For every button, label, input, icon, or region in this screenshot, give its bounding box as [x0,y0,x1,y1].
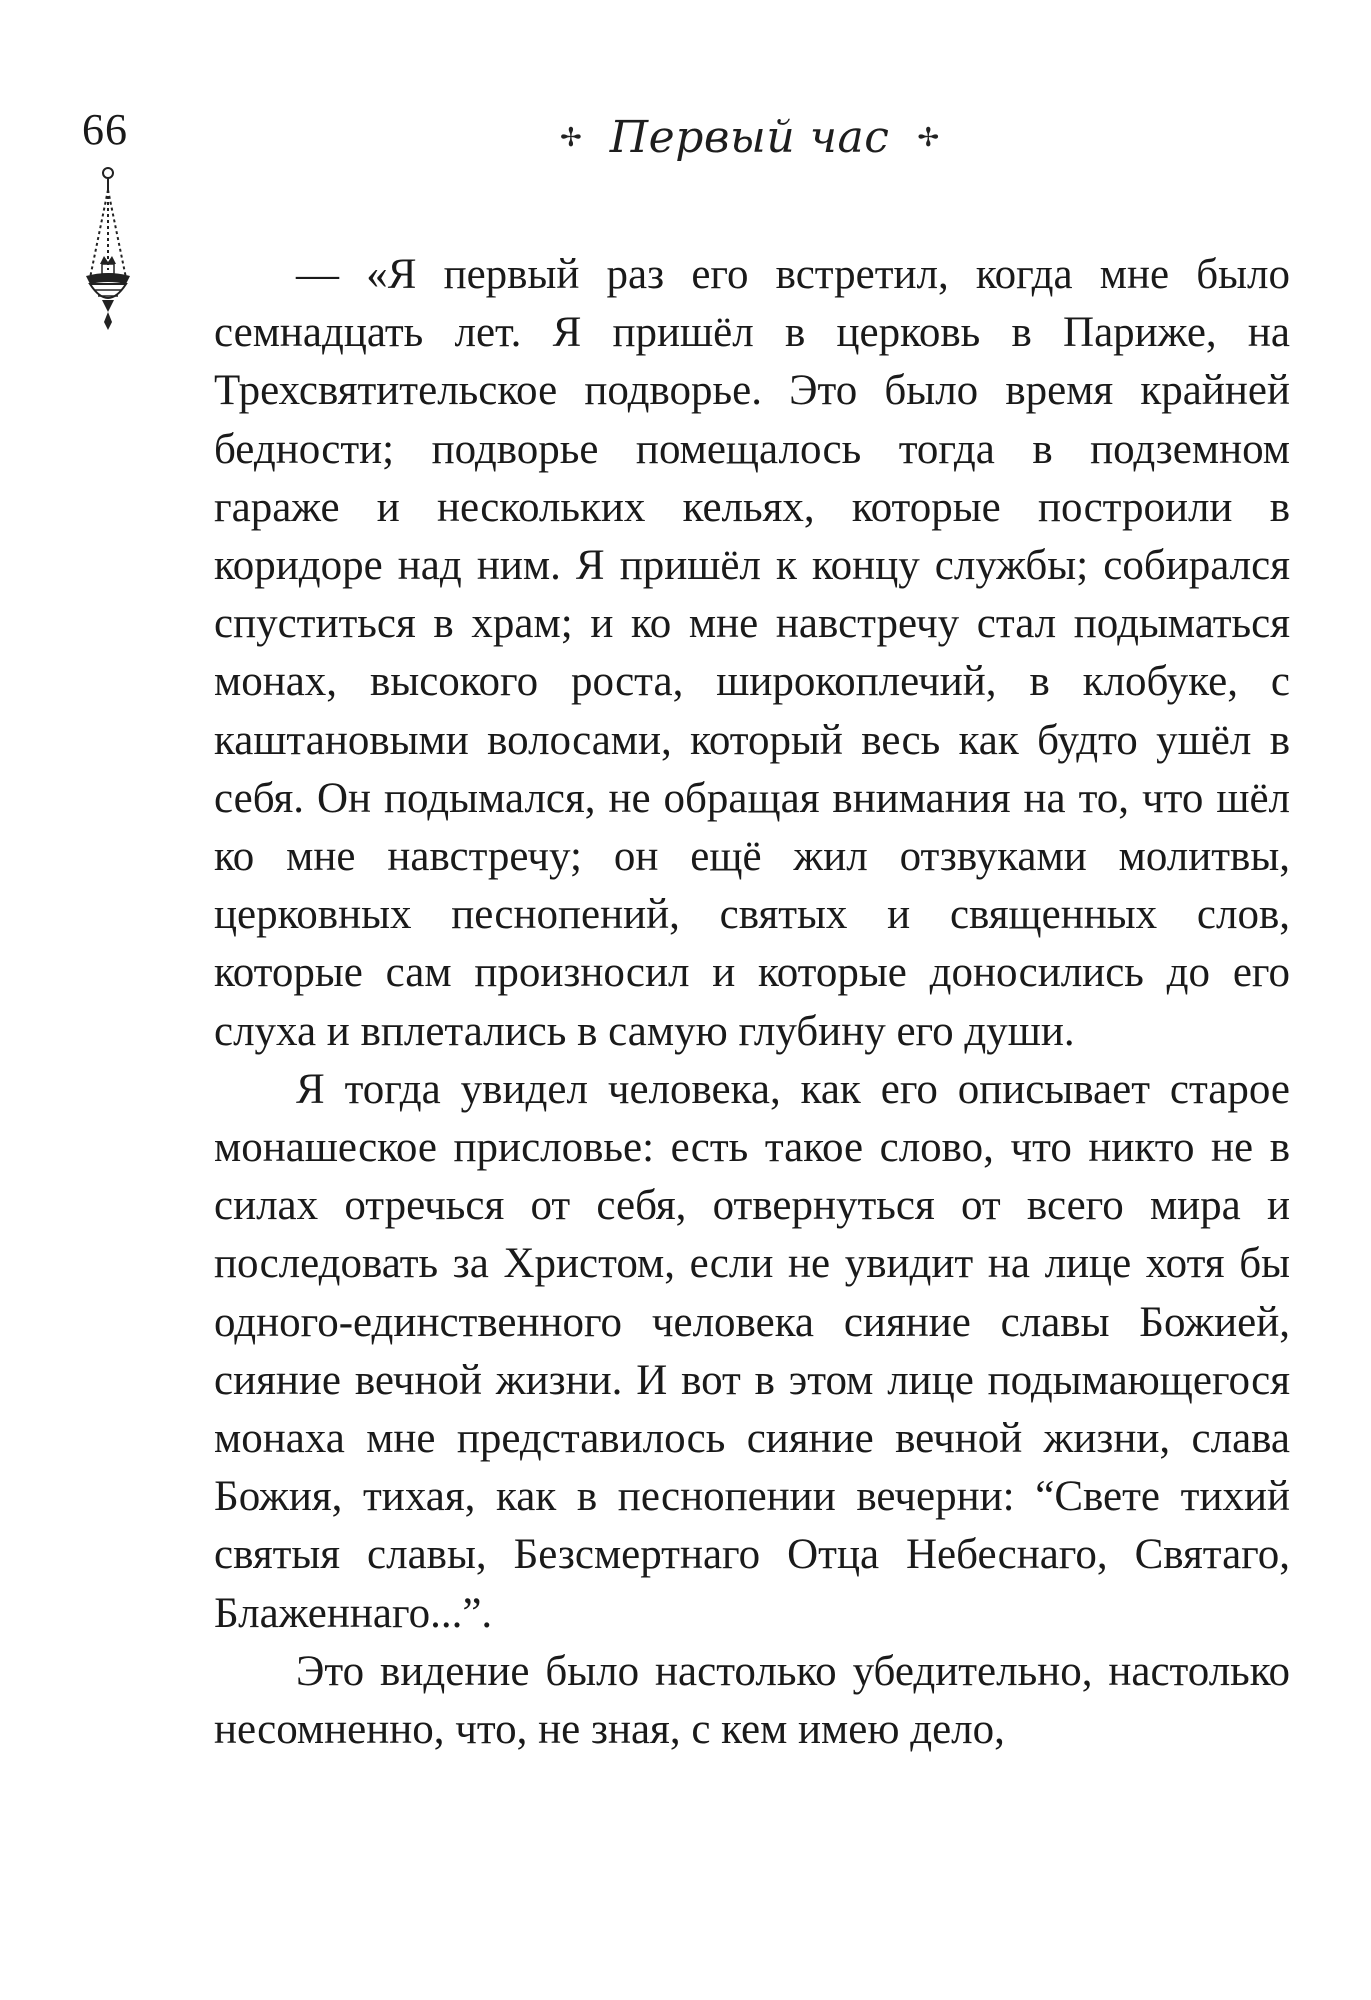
running-title: Первый час [609,112,890,163]
header-left-cross-icon: ✢ [560,123,582,152]
running-header [560,108,939,168]
paragraph: — «Я первый раз его встретил, когда мне было семнадцать лет. Я пришёл в церковь в Париже, на Трехсвятительское подворье. Это было время крайней бедности; подворье помещалось тогда в подземном гараже и нескольких кельях, которые построили в коридоре над ним. Я пришёл к концу службы; собирался спуститься в храм; и ко мне навстречу стал подыматься монах, высокого роста, широкоплечий, в клобуке, с каштановыми волосами, который весь как будто ушёл в себя. Он подымался, не обращая внимания на то, что шёл ко мне навстречу; он ещё жил отзвуками молитвы, церковных песнопений, святых и священных слов, которые сам произносил и которые доносились до его слуха и вплетались в самую глубину его души. [214,251,1290,1055]
page-number: 66 [82,105,128,154]
paragraph: Это видение было настолько убедительно, настолько несомненно, что, не зная, с кем имею дело, [214,1647,1290,1754]
paragraph: Я тогда увидел человека, как его описывает старое монашеское присловье: есть такое слово, что никто не в силах отречься от себя, отвернуться от всего мира и последовать за Христом, если не увидит на лице хотя бы одного-единственного человека сияние славы Божией, сияние вечной жизни. И вот в этом лице подымающегося монаха мне представилось сияние вечной жизни, слава Божия, тихая, как в песнопении вечерни: “Свете тихий святыя славы, Безсмертнаго Отца Небеснаго, Святаго, Блаженнаго...”. [214,1065,1290,1637]
header-right-cross-icon: ✢ [917,123,940,152]
body-text [214,246,1290,1759]
hanging-lamp-icon [80,166,136,332]
